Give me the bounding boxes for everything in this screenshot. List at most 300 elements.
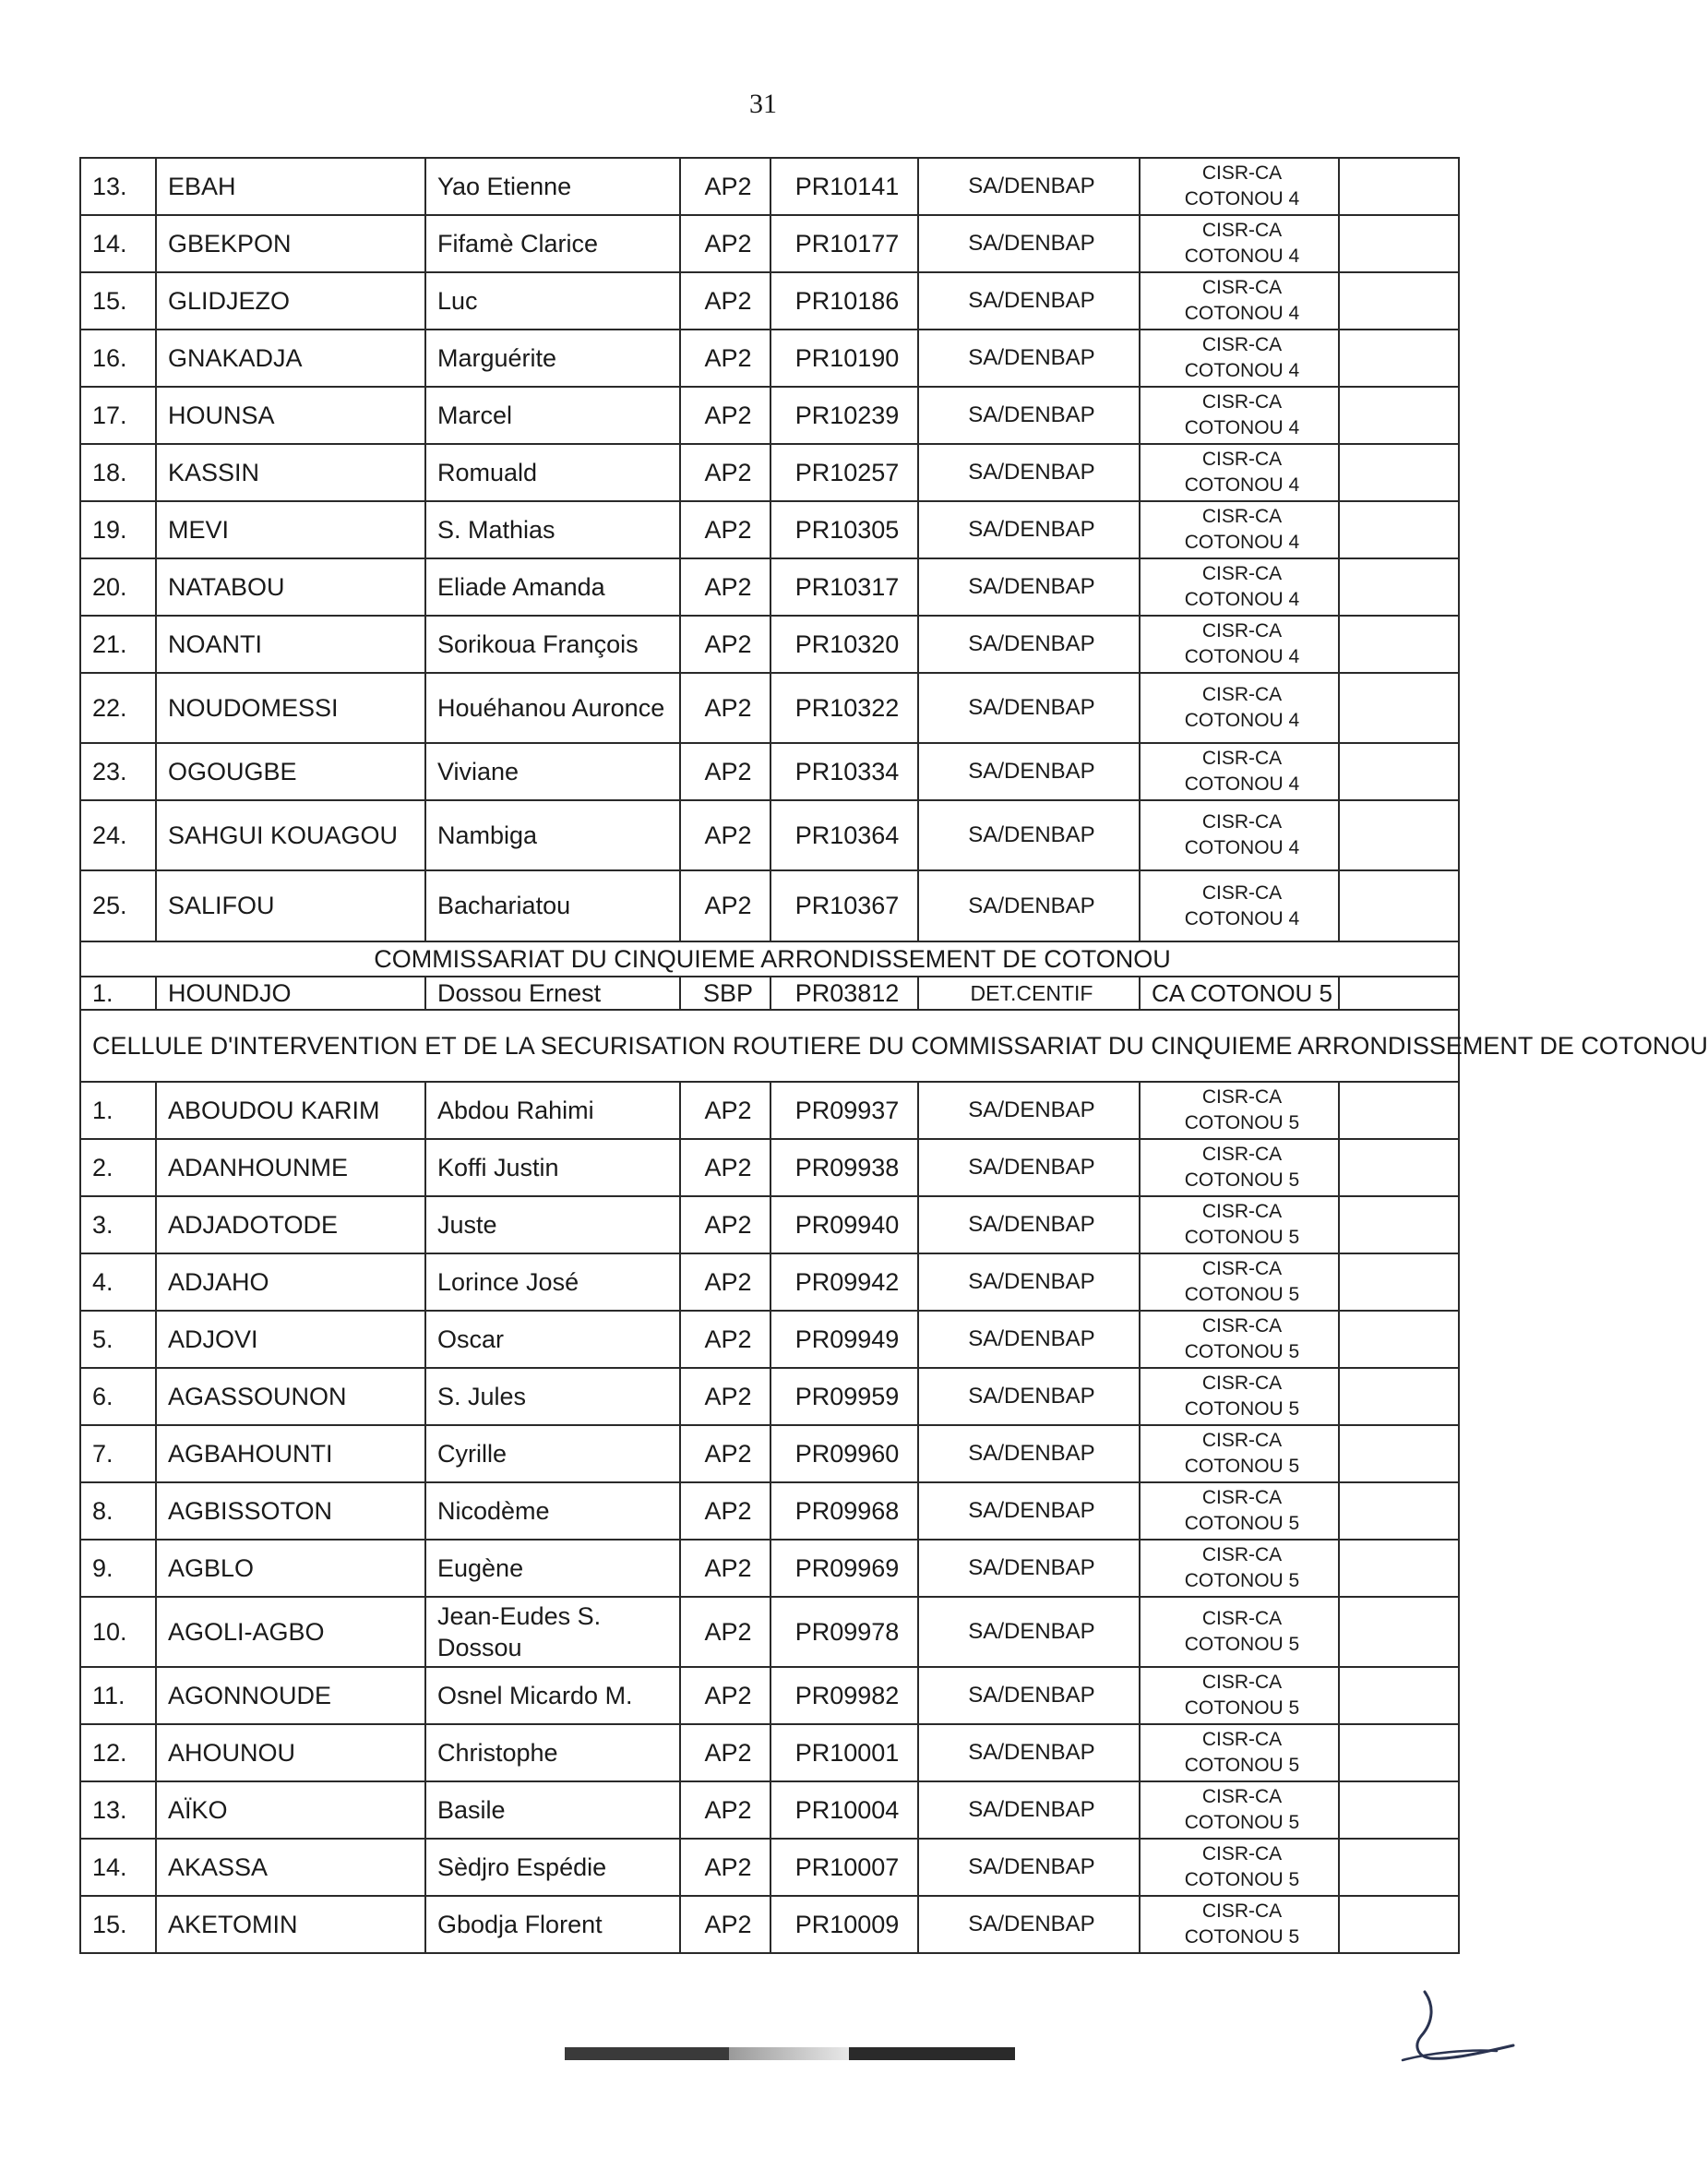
blank-cell bbox=[1339, 1425, 1459, 1482]
table-row bbox=[80, 1253, 1459, 1311]
grade: AP2 bbox=[680, 1667, 770, 1724]
first-name: S. Mathias bbox=[425, 501, 680, 558]
unit-line: COTONOU 5 bbox=[1184, 1755, 1300, 1776]
row-number: 5. bbox=[80, 1311, 156, 1368]
last-name: EBAH bbox=[156, 158, 425, 215]
origin-service: SA/DENBAP bbox=[918, 1597, 1140, 1667]
origin-service: SA/DENBAP bbox=[918, 870, 1140, 941]
table-row bbox=[80, 1311, 1459, 1368]
unit-line: CISR-CA bbox=[1201, 1672, 1283, 1693]
table-row bbox=[80, 1139, 1459, 1196]
destination-unit bbox=[1140, 673, 1339, 743]
unit-line: CISR-CA bbox=[1201, 162, 1283, 184]
unit-line: CISR-CA bbox=[1201, 563, 1283, 584]
section-title: COMMISSARIAT DU CINQUIEME ARRONDISSEMENT DE COTONOU bbox=[80, 941, 1459, 977]
origin-service: SA/DENBAP bbox=[918, 272, 1140, 330]
blank-cell bbox=[1339, 1540, 1459, 1597]
first-name: Christophe bbox=[425, 1724, 680, 1781]
first-name: Koffi Justin bbox=[425, 1139, 680, 1196]
unit-line: COTONOU 4 bbox=[1184, 773, 1300, 795]
destination-unit bbox=[1140, 1781, 1339, 1839]
blank-cell bbox=[1339, 558, 1459, 616]
matricule: PR10190 bbox=[770, 330, 918, 387]
last-name: NOUDOMESSI bbox=[156, 673, 425, 743]
section-title: CELLULE D'INTERVENTION ET DE LA SECURISATION ROUTIERE DU COMMISSARIAT DU CINQUIEME ARRONDISSEMENT DE COTONOU bbox=[80, 1010, 1459, 1082]
matricule: PR10257 bbox=[770, 444, 918, 501]
blank-cell bbox=[1339, 501, 1459, 558]
first-name: Gbodja Florent bbox=[425, 1896, 680, 1953]
origin-service: SA/DENBAP bbox=[918, 158, 1140, 215]
first-name: Viviane bbox=[425, 743, 680, 800]
row-number: 24. bbox=[80, 800, 156, 870]
row-number: 15. bbox=[80, 1896, 156, 1953]
matricule: PR09982 bbox=[770, 1667, 918, 1724]
table-row bbox=[80, 673, 1459, 743]
origin-service: SA/DENBAP bbox=[918, 215, 1140, 272]
first-name: Cyrille bbox=[425, 1425, 680, 1482]
origin-service: SA/DENBAP bbox=[918, 387, 1140, 444]
matricule: PR09938 bbox=[770, 1139, 918, 1196]
row-number: 13. bbox=[80, 1781, 156, 1839]
unit-line: COTONOU 5 bbox=[1184, 1341, 1300, 1362]
last-name: AGBISSOTON bbox=[156, 1482, 425, 1540]
grade: AP2 bbox=[680, 444, 770, 501]
last-name: ABOUDOU KARIM bbox=[156, 1082, 425, 1139]
first-name: Lorince José bbox=[425, 1253, 680, 1311]
unit-line: CISR-CA bbox=[1201, 748, 1283, 769]
origin-service: DET.CENTIF bbox=[918, 977, 1140, 1010]
grade: AP2 bbox=[680, 387, 770, 444]
grade: AP2 bbox=[680, 1896, 770, 1953]
row-number: 18. bbox=[80, 444, 156, 501]
unit-line: COTONOU 5 bbox=[1184, 1926, 1300, 1948]
last-name: KASSIN bbox=[156, 444, 425, 501]
section-5-block bbox=[80, 941, 1708, 1082]
blank-cell bbox=[1339, 1482, 1459, 1540]
destination-unit bbox=[1140, 387, 1339, 444]
unit-line: COTONOU 4 bbox=[1184, 360, 1300, 381]
destination-unit bbox=[1140, 1667, 1339, 1724]
table-row bbox=[80, 1482, 1459, 1540]
matricule: PR09940 bbox=[770, 1196, 918, 1253]
blank-cell bbox=[1339, 1082, 1459, 1139]
destination-unit bbox=[1140, 1482, 1339, 1540]
last-name: AKETOMIN bbox=[156, 1896, 425, 1953]
unit-line: COTONOU 4 bbox=[1184, 303, 1300, 324]
unit-line: COTONOU 4 bbox=[1184, 474, 1300, 496]
matricule: PR10364 bbox=[770, 800, 918, 870]
unit-line: COTONOU 4 bbox=[1184, 532, 1300, 553]
grade: AP2 bbox=[680, 501, 770, 558]
destination-unit bbox=[1140, 444, 1339, 501]
matricule: PR10367 bbox=[770, 870, 918, 941]
first-name: Marguérite bbox=[425, 330, 680, 387]
grade: AP2 bbox=[680, 272, 770, 330]
matricule: PR10186 bbox=[770, 272, 918, 330]
matricule: PR10004 bbox=[770, 1781, 918, 1839]
matricule: PR10320 bbox=[770, 616, 918, 673]
table-row bbox=[80, 1597, 1459, 1667]
row-number: 7. bbox=[80, 1425, 156, 1482]
blank-cell bbox=[1339, 1253, 1459, 1311]
origin-service: SA/DENBAP bbox=[918, 1667, 1140, 1724]
table-row bbox=[80, 1368, 1459, 1425]
unit-line: CISR-CA bbox=[1201, 277, 1283, 298]
origin-service: SA/DENBAP bbox=[918, 616, 1140, 673]
table-row bbox=[80, 215, 1459, 272]
grade: AP2 bbox=[680, 1597, 770, 1667]
row-number: 10. bbox=[80, 1597, 156, 1667]
last-name: ADJADOTODE bbox=[156, 1196, 425, 1253]
grade: AP2 bbox=[680, 215, 770, 272]
signature-icon bbox=[1393, 1984, 1523, 2077]
unit-line: CISR-CA bbox=[1201, 391, 1283, 413]
origin-service: SA/DENBAP bbox=[918, 1139, 1140, 1196]
unit-line: COTONOU 5 bbox=[1184, 1869, 1300, 1890]
destination-unit bbox=[1140, 1082, 1339, 1139]
last-name: OGOUGBE bbox=[156, 743, 425, 800]
blank-cell bbox=[1339, 215, 1459, 272]
first-name: Fifamè Clarice bbox=[425, 215, 680, 272]
unit-line: CISR-CA bbox=[1201, 1430, 1283, 1451]
first-name: Dossou Ernest bbox=[425, 977, 680, 1010]
unit-line: CISR-CA bbox=[1201, 1608, 1283, 1629]
footer-bar bbox=[849, 2047, 1015, 2060]
destination-unit bbox=[1140, 558, 1339, 616]
origin-service: SA/DENBAP bbox=[918, 1896, 1140, 1953]
last-name: NOANTI bbox=[156, 616, 425, 673]
unit-line: CISR-CA bbox=[1201, 506, 1283, 527]
table-row bbox=[80, 272, 1459, 330]
row-number: 13. bbox=[80, 158, 156, 215]
last-name: SALIFOU bbox=[156, 870, 425, 941]
blank-cell bbox=[1339, 1196, 1459, 1253]
origin-service: SA/DENBAP bbox=[918, 1482, 1140, 1540]
unit-line: COTONOU 4 bbox=[1184, 646, 1300, 667]
last-name: ADANHOUNME bbox=[156, 1139, 425, 1196]
unit-line: CISR-CA bbox=[1201, 1144, 1283, 1165]
row-number: 3. bbox=[80, 1196, 156, 1253]
row-number: 25. bbox=[80, 870, 156, 941]
destination-unit bbox=[1140, 272, 1339, 330]
unit-line: CISR-CA bbox=[1201, 684, 1283, 705]
destination-unit bbox=[1140, 1540, 1339, 1597]
row-number: 19. bbox=[80, 501, 156, 558]
first-name: Bachariatou bbox=[425, 870, 680, 941]
unit-line: CISR-CA bbox=[1201, 1373, 1283, 1394]
blank-cell bbox=[1339, 870, 1459, 941]
last-name: HOUNDJO bbox=[156, 977, 425, 1010]
footer-bar bbox=[729, 2047, 849, 2060]
blank-cell bbox=[1339, 387, 1459, 444]
first-name: Marcel bbox=[425, 387, 680, 444]
origin-service: SA/DENBAP bbox=[918, 330, 1140, 387]
unit-line: COTONOU 5 bbox=[1184, 1227, 1300, 1248]
row-number: 14. bbox=[80, 215, 156, 272]
row-number: 14. bbox=[80, 1839, 156, 1896]
table-row bbox=[80, 558, 1459, 616]
matricule: PR10317 bbox=[770, 558, 918, 616]
blank-cell bbox=[1339, 272, 1459, 330]
last-name: AGONNOUDE bbox=[156, 1667, 425, 1724]
unit-line: CISR-CA bbox=[1201, 1900, 1283, 1922]
destination-unit bbox=[1140, 1839, 1339, 1896]
unit-line: CISR-CA bbox=[1201, 1729, 1283, 1750]
table-row bbox=[80, 1082, 1459, 1139]
footer-bar bbox=[565, 2047, 729, 2060]
grade: AP2 bbox=[680, 330, 770, 387]
blank-cell bbox=[1339, 1896, 1459, 1953]
last-name: AGBAHOUNTI bbox=[156, 1425, 425, 1482]
unit-line: COTONOU 4 bbox=[1184, 907, 1300, 929]
section-4-rows bbox=[80, 158, 1459, 941]
grade: AP2 bbox=[680, 1425, 770, 1482]
first-name: Abdou Rahimi bbox=[425, 1082, 680, 1139]
first-name: Yao Etienne bbox=[425, 158, 680, 215]
table-row bbox=[80, 1667, 1459, 1724]
personnel-table bbox=[79, 157, 1708, 1954]
table-row bbox=[80, 501, 1459, 558]
blank-cell bbox=[1339, 1139, 1459, 1196]
origin-service: SA/DENBAP bbox=[918, 558, 1140, 616]
first-name: Eliade Amanda bbox=[425, 558, 680, 616]
unit-line: COTONOU 4 bbox=[1184, 837, 1300, 858]
destination-unit bbox=[1140, 1368, 1339, 1425]
last-name: NATABOU bbox=[156, 558, 425, 616]
unit-line: CISR-CA bbox=[1201, 620, 1283, 641]
unit-line: CISR-CA bbox=[1201, 1843, 1283, 1864]
blank-cell bbox=[1339, 1597, 1459, 1667]
first-name: Juste bbox=[425, 1196, 680, 1253]
unit-line: COTONOU 5 bbox=[1184, 1169, 1300, 1191]
matricule: PR09937 bbox=[770, 1082, 918, 1139]
destination-unit bbox=[1140, 1196, 1339, 1253]
matricule: PR10177 bbox=[770, 215, 918, 272]
first-name: Sorikoua François bbox=[425, 616, 680, 673]
section-cisr5-rows bbox=[80, 1082, 1459, 1953]
destination-unit bbox=[1140, 870, 1339, 941]
matricule: PR10239 bbox=[770, 387, 918, 444]
table-row bbox=[80, 1540, 1459, 1597]
origin-service: SA/DENBAP bbox=[918, 743, 1140, 800]
first-name: Oscar bbox=[425, 1311, 680, 1368]
last-name: ADJOVI bbox=[156, 1311, 425, 1368]
blank-cell bbox=[1339, 330, 1459, 387]
matricule: PR03812 bbox=[770, 977, 918, 1010]
table-row bbox=[80, 330, 1459, 387]
row-number: 23. bbox=[80, 743, 156, 800]
unit-line: COTONOU 5 bbox=[1184, 1697, 1300, 1719]
grade: AP2 bbox=[680, 1482, 770, 1540]
first-name: Houéhanou Auronce bbox=[425, 673, 680, 743]
unit-line: COTONOU 4 bbox=[1184, 417, 1300, 438]
first-name: Jean-Eudes S. Dossou bbox=[425, 1597, 680, 1667]
grade: AP2 bbox=[680, 1139, 770, 1196]
origin-service: SA/DENBAP bbox=[918, 1839, 1140, 1896]
origin-service: SA/DENBAP bbox=[918, 1425, 1140, 1482]
section-header bbox=[80, 1010, 1459, 1082]
blank-cell bbox=[1339, 1311, 1459, 1368]
origin-service: SA/DENBAP bbox=[918, 1082, 1140, 1139]
grade: AP2 bbox=[680, 1253, 770, 1311]
blank-cell bbox=[1339, 673, 1459, 743]
table-row bbox=[80, 387, 1459, 444]
destination-unit bbox=[1140, 215, 1339, 272]
table-row bbox=[80, 158, 1459, 215]
page-number: 31 bbox=[749, 89, 777, 119]
destination-unit bbox=[1140, 1597, 1339, 1667]
origin-service: SA/DENBAP bbox=[918, 1196, 1140, 1253]
row-number: 6. bbox=[80, 1368, 156, 1425]
unit-line: COTONOU 5 bbox=[1184, 1284, 1300, 1305]
row-number: 20. bbox=[80, 558, 156, 616]
grade: SBP bbox=[680, 977, 770, 1010]
blank-cell bbox=[1339, 1781, 1459, 1839]
blank-cell bbox=[1339, 1839, 1459, 1896]
unit-line: CISR-CA bbox=[1201, 1201, 1283, 1222]
row-number: 12. bbox=[80, 1724, 156, 1781]
first-name: Osnel Micardo M. bbox=[425, 1667, 680, 1724]
first-name: Nambiga bbox=[425, 800, 680, 870]
grade: AP2 bbox=[680, 1082, 770, 1139]
unit-line: CISR-CA bbox=[1201, 881, 1283, 904]
last-name: AKASSA bbox=[156, 1839, 425, 1896]
first-name: Nicodème bbox=[425, 1482, 680, 1540]
row-number: 2. bbox=[80, 1139, 156, 1196]
first-name: Luc bbox=[425, 272, 680, 330]
origin-service: SA/DENBAP bbox=[918, 1540, 1140, 1597]
grade: AP2 bbox=[680, 558, 770, 616]
row-number: 16. bbox=[80, 330, 156, 387]
matricule: PR10007 bbox=[770, 1839, 918, 1896]
origin-service: SA/DENBAP bbox=[918, 1311, 1140, 1368]
blank-cell bbox=[1339, 800, 1459, 870]
unit-line: CISR-CA bbox=[1201, 1086, 1283, 1108]
grade: AP2 bbox=[680, 673, 770, 743]
destination-unit: CA COTONOU 5 bbox=[1140, 977, 1339, 1010]
row-number: 22. bbox=[80, 673, 156, 743]
first-name: Romuald bbox=[425, 444, 680, 501]
first-name: S. Jules bbox=[425, 1368, 680, 1425]
grade: AP2 bbox=[680, 743, 770, 800]
grade: AP2 bbox=[680, 1540, 770, 1597]
origin-service: SA/DENBAP bbox=[918, 673, 1140, 743]
unit-line: COTONOU 5 bbox=[1184, 1513, 1300, 1534]
grade: AP2 bbox=[680, 1781, 770, 1839]
origin-service: SA/DENBAP bbox=[918, 1781, 1140, 1839]
unit-line: CISR-CA bbox=[1201, 1544, 1283, 1565]
last-name: MEVI bbox=[156, 501, 425, 558]
matricule: PR10141 bbox=[770, 158, 918, 215]
unit-line: COTONOU 5 bbox=[1184, 1812, 1300, 1833]
destination-unit bbox=[1140, 1896, 1339, 1953]
destination-unit bbox=[1140, 158, 1339, 215]
last-name: SAHGUI KOUAGOU bbox=[156, 800, 425, 870]
table-row bbox=[80, 1839, 1459, 1896]
unit-line: COTONOU 5 bbox=[1184, 1570, 1300, 1591]
last-name: GLIDJEZO bbox=[156, 272, 425, 330]
table-row bbox=[80, 800, 1459, 870]
unit-line: CISR-CA bbox=[1201, 1786, 1283, 1807]
row-number: 4. bbox=[80, 1253, 156, 1311]
blank-cell bbox=[1339, 743, 1459, 800]
origin-service: SA/DENBAP bbox=[918, 800, 1140, 870]
destination-unit bbox=[1140, 1139, 1339, 1196]
grade: AP2 bbox=[680, 1196, 770, 1253]
destination-unit bbox=[1140, 800, 1339, 870]
matricule: PR10334 bbox=[770, 743, 918, 800]
unit-line: CISR-CA bbox=[1201, 1315, 1283, 1337]
matricule: PR10305 bbox=[770, 501, 918, 558]
grade: AP2 bbox=[680, 1311, 770, 1368]
last-name: AGBLO bbox=[156, 1540, 425, 1597]
table-row bbox=[80, 977, 1459, 1010]
row-number: 11. bbox=[80, 1667, 156, 1724]
table-row bbox=[80, 444, 1459, 501]
origin-service: SA/DENBAP bbox=[918, 1368, 1140, 1425]
matricule: PR10001 bbox=[770, 1724, 918, 1781]
destination-unit bbox=[1140, 1724, 1339, 1781]
origin-service: SA/DENBAP bbox=[918, 1253, 1140, 1311]
row-number: 8. bbox=[80, 1482, 156, 1540]
unit-line: COTONOU 5 bbox=[1184, 1456, 1300, 1477]
table-row bbox=[80, 870, 1459, 941]
row-number: 1. bbox=[80, 977, 156, 1010]
origin-service: SA/DENBAP bbox=[918, 501, 1140, 558]
table-row bbox=[80, 1781, 1459, 1839]
origin-service: SA/DENBAP bbox=[918, 1724, 1140, 1781]
destination-unit bbox=[1140, 501, 1339, 558]
unit-line: COTONOU 5 bbox=[1184, 1634, 1300, 1655]
first-name: Eugène bbox=[425, 1540, 680, 1597]
matricule: PR09978 bbox=[770, 1597, 918, 1667]
row-number: 1. bbox=[80, 1082, 156, 1139]
matricule: PR09968 bbox=[770, 1482, 918, 1540]
row-number: 21. bbox=[80, 616, 156, 673]
unit-line: CISR-CA bbox=[1201, 1487, 1283, 1508]
matricule: PR10009 bbox=[770, 1896, 918, 1953]
blank-cell bbox=[1339, 616, 1459, 673]
first-name: Sèdjro Espédie bbox=[425, 1839, 680, 1896]
unit-line: CISR-CA bbox=[1201, 220, 1283, 241]
last-name: AHOUNOU bbox=[156, 1724, 425, 1781]
matricule: PR09942 bbox=[770, 1253, 918, 1311]
unit-line: COTONOU 4 bbox=[1184, 589, 1300, 610]
table-row bbox=[80, 1896, 1459, 1953]
unit-line: COTONOU 5 bbox=[1184, 1398, 1300, 1420]
last-name: HOUNSA bbox=[156, 387, 425, 444]
grade: AP2 bbox=[680, 870, 770, 941]
unit-line: COTONOU 4 bbox=[1184, 246, 1300, 267]
blank-cell bbox=[1339, 977, 1459, 1010]
destination-unit bbox=[1140, 743, 1339, 800]
section-header bbox=[80, 941, 1459, 977]
destination-unit bbox=[1140, 1311, 1339, 1368]
unit-line: COTONOU 4 bbox=[1184, 710, 1300, 731]
unit-line: CISR-CA bbox=[1201, 449, 1283, 470]
table-row bbox=[80, 743, 1459, 800]
grade: AP2 bbox=[680, 158, 770, 215]
destination-unit bbox=[1140, 330, 1339, 387]
last-name: AGOLI-AGBO bbox=[156, 1597, 425, 1667]
table-row bbox=[80, 616, 1459, 673]
row-number: 15. bbox=[80, 272, 156, 330]
grade: AP2 bbox=[680, 1724, 770, 1781]
unit-line: CISR-CA bbox=[1201, 334, 1283, 355]
blank-cell bbox=[1339, 1368, 1459, 1425]
blank-cell bbox=[1339, 1667, 1459, 1724]
destination-unit bbox=[1140, 1253, 1339, 1311]
